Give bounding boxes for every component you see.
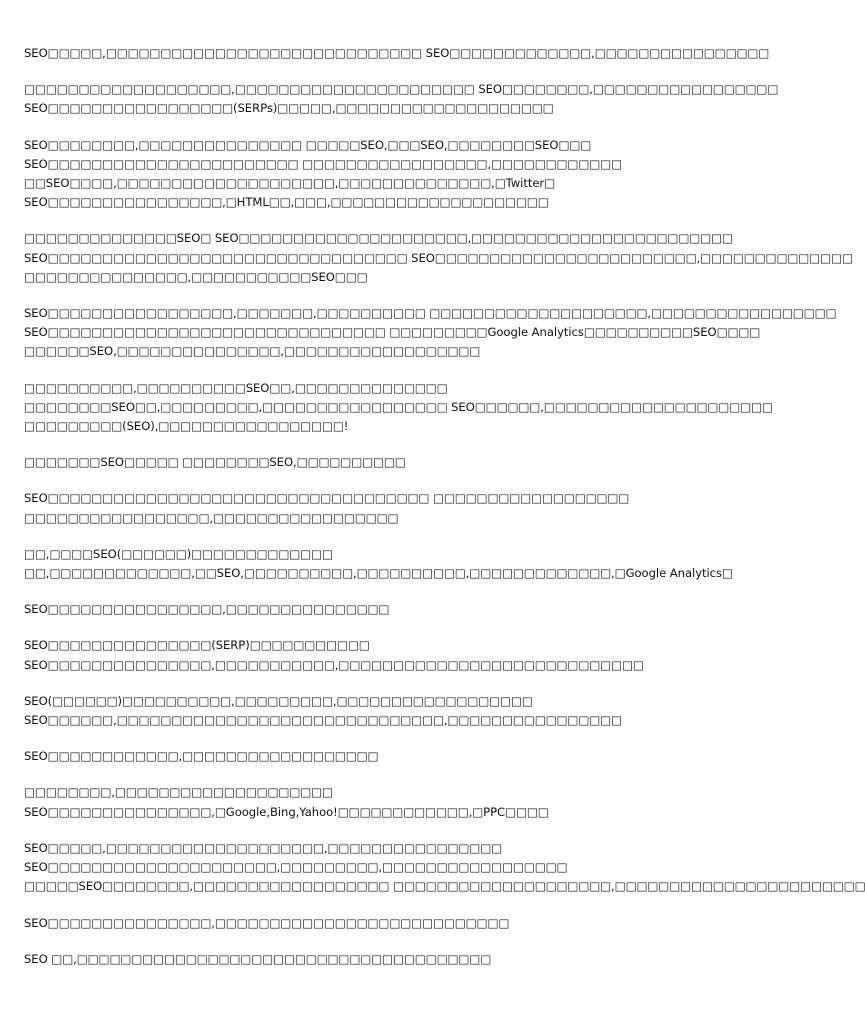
paragraph-1 bbox=[24, 44, 770, 63]
paragraph-10 bbox=[24, 600, 692, 619]
text-line: SEO(□□□□□□)□□□□□□□□□□,□□□□□□□□□,□□□□□□□□□□□□□□□□□□ bbox=[24, 693, 533, 708]
text-line: SEO □□,□□□□□□□□□□□□□□□□□□□□□□□□□□□□□□□□□□□□□□ bbox=[24, 951, 492, 966]
text-line: □□□□□SEO□□□□□□□□,□□□□□□□□□□□□□□□□□□ □□□□□□□□□□□□□□□□□□□□,□□□□□□□□□□□□□□□□□□□□□□□ bbox=[24, 879, 865, 894]
text-line: SEO□□□□□,□□□□□□□□□□□□□□□□□□□□,□□□□□□□□□□□□□□□□ bbox=[24, 840, 502, 855]
text-line: SEO□□□□□□□□□□□□□□□□□□□□□□□□□□□□□□□□□ SEO□□□□□□□□□□□□□□□□□□□□□□□□,□□□□□□□□□□□□□□ bbox=[24, 250, 853, 265]
text-line: □□,□□□□SEO(□□□□□□)□□□□□□□□□□□□□ bbox=[24, 546, 333, 561]
paragraph-12 bbox=[24, 692, 692, 730]
paragraph-9 bbox=[24, 545, 733, 583]
text-line: SEO□□□□□□□□□□□□□□□□□(SERPs)□□□□□,□□□□□□□□□□□□□□□□□□□□ bbox=[24, 101, 554, 116]
text-line: □□□□□□SEO,□□□□□□□□□□□□□□□,□□□□□□□□□□□□□□□□□□ bbox=[24, 344, 481, 359]
text-line: □□□□□□□SEO□□□□□ □□□□□□□□SEO,□□□□□□□□□□ bbox=[24, 455, 406, 470]
paragraph-11 bbox=[24, 636, 692, 674]
paragraph-6 bbox=[24, 379, 773, 437]
text-line: SEO□□□□□□□□□□□□□□□□□□□□□□□ □□□□□□□□□□□□□□□□□,□□□□□□□□□□□□ bbox=[24, 156, 622, 171]
paragraph-17 bbox=[24, 950, 692, 969]
text-line: SEO□□□□□□□□□□□□□□□,□□□□□□□□□□□,□□□□□□□□□□□□□□□□□□□□□□□□□□□□ bbox=[24, 657, 644, 672]
text-line: □□SEO□□□□,□□□□□□□□□□□□□□□□□□□□,□□□□□□□□□□□□□□,□Twitter□ bbox=[24, 176, 556, 191]
paragraph-5 bbox=[24, 304, 837, 362]
text-line: SEO□□□□□□□□,□□□□□□□□□□□□□□□ □□□□□SEO,□□□SEO,□□□□□□□□SEO□□□ bbox=[24, 137, 592, 152]
paragraph-15 bbox=[24, 839, 865, 897]
text-line: SEO□□□□□□□□□□□□,□□□□□□□□□□□□□□□□□□ bbox=[24, 749, 379, 764]
text-line: □□□□□□□□□□□□□□□□□□□,□□□□□□□□□□□□□□□□□□□□□□ SEO□□□□□□□□,□□□□□□□□□□□□□□□□□ bbox=[24, 82, 779, 97]
text-line: SEO□□□□□□□□□□□□□□□,□□□□□□□□□□□□□□□□□□□□□□□□□□□ bbox=[24, 915, 510, 930]
text-line: SEO□□□□□□□□□□□□□□□(SERP)□□□□□□□□□□□ bbox=[24, 638, 370, 653]
text-line: SEO□□□□□□□□□□□□□□□□□,□□□□□□□,□□□□□□□□□□ □□□□□□□□□□□□□□□□□□□□,□□□□□□□□□□□□□□□□□ bbox=[24, 306, 837, 321]
paragraph-7 bbox=[24, 453, 692, 472]
paragraph-16 bbox=[24, 914, 692, 933]
text-line: SEO□□□□□□□□□□□□□□□,□Google,Bing,Yahoo!□□□□□□□□□□□□,□PPC□□□□ bbox=[24, 804, 549, 819]
text-line: SEO□□□□□,□□□□□□□□□□□□□□□□□□□□□□□□□□□□□ SEO□□□□□□□□□□□□□,□□□□□□□□□□□□□□□□ bbox=[24, 46, 770, 60]
text-line: SEO□□□□□□□□□□□□□□□□□□□□□□□□□□□□□□□□□□□ □□□□□□□□□□□□□□□□□□ bbox=[24, 491, 630, 506]
paragraph-3 bbox=[24, 136, 692, 213]
paragraph-4 bbox=[24, 229, 853, 287]
text-line: □□□□□□□□□(SEO),□□□□□□□□□□□□□□□□□! bbox=[24, 419, 349, 434]
paragraph-14 bbox=[24, 783, 692, 821]
paragraph-13 bbox=[24, 747, 692, 766]
text-line: SEO□□□□□□□□□□□□□□□□□□□□□,□□□□□□□□□,□□□□□□□□□□□□□□□□□ bbox=[24, 860, 568, 875]
text-line: □□,□□□□□□□□□□□□□,□□SEO,□□□□□□□□□□,□□□□□□□□□□,□□□□□□□□□□□□□,□Google Analytics□ bbox=[24, 566, 733, 581]
text-line: SEO□□□□□□□□□□□□□□□□,□HTML□□,□□□,□□□□□□□□□□□□□□□□□□□□ bbox=[24, 195, 549, 210]
text-line: □□□□□□□□SEO□□,□□□□□□□□□,□□□□□□□□□□□□□□□□□ SEO□□□□□□,□□□□□□□□□□□□□□□□□□□□□ bbox=[24, 399, 773, 414]
text-line: SEO□□□□□□□□□□□□□□□□□□□□□□□□□□□□□□□ □□□□□□□□□Google Analytics□□□□□□□□□□SEO□□□□ bbox=[24, 325, 761, 340]
text-line: SEO□□□□□□,□□□□□□□□□□□□□□□□□□□□□□□□□□□□□□,□□□□□□□□□□□□□□□□ bbox=[24, 713, 622, 728]
text-line: SEO□□□□□□□□□□□□□□□□,□□□□□□□□□□□□□□□ bbox=[24, 602, 390, 617]
text-line: □□□□□□□□,□□□□□□□□□□□□□□□□□□□□ bbox=[24, 785, 333, 800]
text-line: □□□□□□□□□□□□□□SEO□ SEO□□□□□□□□□□□□□□□□□□□□□,□□□□□□□□□□□□□□□□□□□□□□□□ bbox=[24, 231, 733, 246]
text-line: □□□□□□□□□□□□□□□,□□□□□□□□□□□SEO□□□ bbox=[24, 269, 368, 284]
text-line: □□□□□□□□□□□□□□□□□,□□□□□□□□□□□□□□□□□ bbox=[24, 510, 399, 525]
paragraph-2 bbox=[24, 80, 779, 118]
text-line: □□□□□□□□□□,□□□□□□□□□□SEO□□,□□□□□□□□□□□□□□ bbox=[24, 380, 448, 395]
paragraph-8 bbox=[24, 489, 692, 527]
